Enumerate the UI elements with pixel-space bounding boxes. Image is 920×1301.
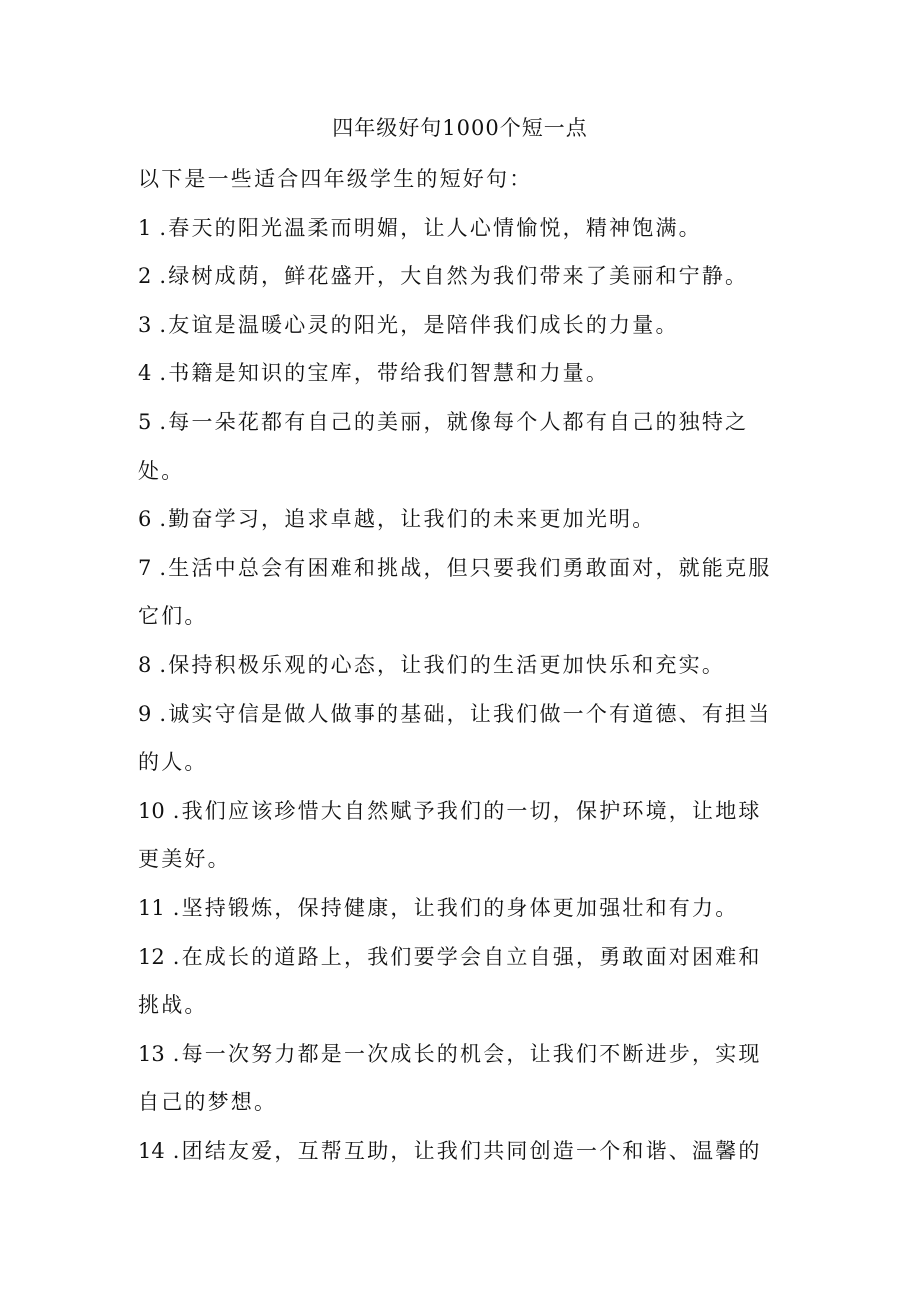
item-text: .勤奋学习，追求卓越，让我们的未来更加光明。 [159,507,656,532]
item-text: .每一朵花都有自己的美丽，就像每个人都有自己的独特之处。 [138,409,749,483]
item-number: 11 [138,895,165,920]
list-item [138,252,778,301]
list-item [138,349,778,398]
document-body [138,155,778,1175]
list-item [138,495,778,544]
list-item [138,641,778,690]
list-item [138,690,778,787]
item-text: .诚实守信是做人做事的基础，让我们做一个有道德、有担当的人。 [138,701,772,775]
list-item [138,544,778,641]
item-text: .保持积极乐观的心态，让我们的生活更加快乐和充实。 [159,652,726,677]
list-item [138,1127,778,1176]
item-text: .每一次努力都是一次成长的机会，让我们不断进步，实现自己的梦想。 [138,1041,762,1115]
item-number: 2 [138,264,152,289]
item-number: 5 [138,409,152,434]
item-number: 7 [138,555,152,580]
item-text: .生活中总会有困难和挑战，但只要我们勇敢面对，就能克服它们。 [138,555,772,629]
item-number: 10 [138,798,165,823]
intro-line: 以下是一些适合四年级学生的短好句： [138,167,533,191]
list-item [138,1030,778,1127]
document-title: 四年级好句1000个短一点 [332,116,588,140]
item-number: 1 [138,215,152,240]
item-text: .我们应该珍惜大自然赋予我们的一切，保护环境，让地球更美好。 [138,798,762,872]
item-text: .坚持锻炼，保持健康，让我们的身体更加强壮和有力。 [172,895,739,920]
item-number: 12 [138,944,165,969]
list-item [138,787,778,884]
item-text: .友谊是温暖心灵的阳光，是陪伴我们成长的力量。 [159,312,679,337]
list-item [138,884,778,933]
list-item [138,301,778,350]
item-number: 8 [138,652,152,677]
item-text: .绿树成荫，鲜花盛开，大自然为我们带来了美丽和宁静。 [159,264,749,289]
item-number: 13 [138,1041,165,1066]
item-number: 14 [138,1138,165,1163]
item-number: 4 [138,361,152,386]
item-number: 6 [138,507,152,532]
list-item [138,204,778,253]
item-number: 3 [138,312,152,337]
item-text: .春天的阳光温柔而明媚，让人心情愉悦，精神饱满。 [159,215,702,240]
item-number: 9 [138,701,152,726]
item-text: .在成长的道路上，我们要学会自立自强，勇敢面对困难和挑战。 [138,944,762,1018]
item-text: .团结友爱，互帮互助，让我们共同创造一个和谐、温馨的 [172,1138,762,1163]
list-item [138,398,778,495]
item-text: .书籍是知识的宝库，带给我们智慧和力量。 [159,361,610,386]
list-item [138,933,778,1030]
